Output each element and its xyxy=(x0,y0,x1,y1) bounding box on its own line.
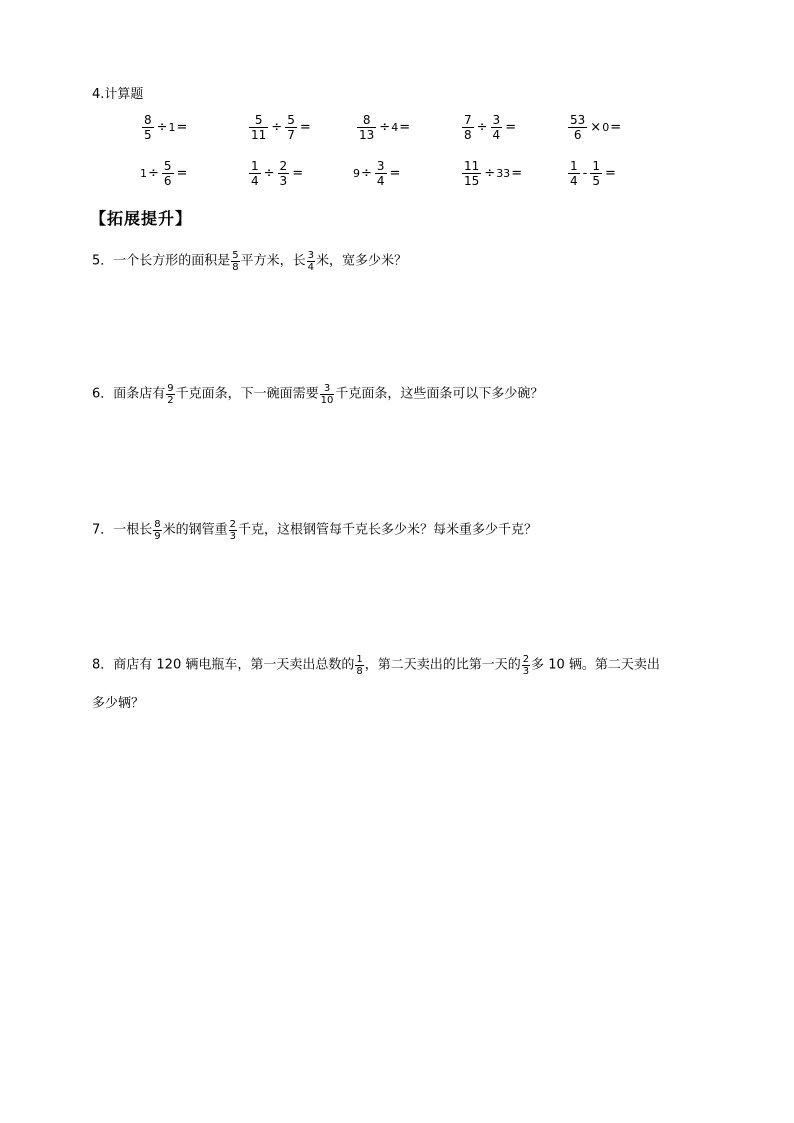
question-8-line2: 多少辆？ xyxy=(92,696,145,711)
expression-r2-1: 1 ÷ $\frac{5}{6}$ = xyxy=(140,159,188,188)
fraction: $\frac{8}{13}$ xyxy=(359,113,375,142)
fraction: $\frac{2}{3}$ xyxy=(229,519,237,542)
fraction: $\frac{1}{8}$ xyxy=(356,654,363,677)
fraction: $\frac{5}{7}$ xyxy=(287,113,295,142)
question-5: 5．一个长方形的面积是 $\frac{5}{8}$ 平方米，长 $\frac{3}{4}$ 米，宽多少米？ xyxy=(92,250,408,273)
fraction: $\frac{3}{10}$ xyxy=(320,383,334,406)
fraction: $\frac{2}{3}$ xyxy=(522,654,530,677)
fraction: $\frac{7}{8}$ xyxy=(464,113,472,142)
fraction: $\frac{1}{4}$ xyxy=(251,159,259,188)
section-heading: 【拓展提升】 xyxy=(90,209,193,228)
fraction: $\frac{2}{3}$ xyxy=(279,159,288,188)
question-7: 7．一根长 $\frac{8}{9}$ 米的钢管重 $\frac{2}{3}$ 千克，这根钢管每千克长多少米？每米重多少千克？ xyxy=(92,519,538,542)
expression-r2-5: $\frac{1}{4}$ - $\frac{1}{5}$ = xyxy=(570,159,616,188)
fraction: $\frac{5}{8}$ xyxy=(232,250,239,273)
fraction: $\frac{3}{4}$ xyxy=(492,113,501,142)
fraction: $\frac{5}{11}$ xyxy=(251,113,267,142)
fraction: $\frac{8}{9}$ xyxy=(154,519,161,542)
expression-r1-4: $\frac{7}{8}$ ÷ $\frac{3}{4}$ = xyxy=(464,113,517,142)
expression-r2-3: 9 ÷ $\frac{3}{4}$ = xyxy=(353,159,401,188)
expression-r2-4: $\frac{11}{15}$ ÷ 33 = xyxy=(464,159,523,188)
fraction: $\frac{1}{5}$ xyxy=(592,159,600,188)
expression-r1-1: $\frac{8}{5}$ ÷ 1 = xyxy=(144,113,188,142)
fraction: $\frac{1}{4}$ xyxy=(570,159,578,188)
fraction: $\frac{11}{15}$ xyxy=(464,159,480,188)
expression-r1-3: $\frac{8}{13}$ ÷ 4 = xyxy=(359,113,411,142)
question-8: 8．商店有 120 辆电瓶车，第一天卖出总数的 $\frac{1}{8}$ ，第二天卖出的比第一天的 $\frac{2}{3}$ 多 10 辆。第二天卖出 xyxy=(92,654,660,677)
expression-r2-2: $\frac{1}{4}$ ÷ $\frac{2}{3}$ = xyxy=(251,159,304,188)
expression-r1-5: $\frac{53}{6}$ × 0 = xyxy=(570,113,622,142)
fraction: $\frac{5}{6}$ xyxy=(163,159,172,188)
fraction: $\frac{9}{2}$ xyxy=(167,383,174,406)
fraction: $\frac{3}{4}$ xyxy=(307,250,315,273)
fraction: $\frac{8}{5}$ xyxy=(144,113,152,142)
fraction: $\frac{3}{4}$ xyxy=(376,159,385,188)
question-6: 6．面条店有 $\frac{9}{2}$ 千克面条，下一碗面需要 $\frac{3}{10}$ 千克面条，这些面条可以下多少碗？ xyxy=(92,383,544,406)
expression-r1-2: $\frac{5}{11}$ ÷ $\frac{5}{7}$ = xyxy=(251,113,311,142)
section-title: 4.计算题 xyxy=(92,87,144,102)
fraction: $\frac{53}{6}$ xyxy=(570,113,586,142)
